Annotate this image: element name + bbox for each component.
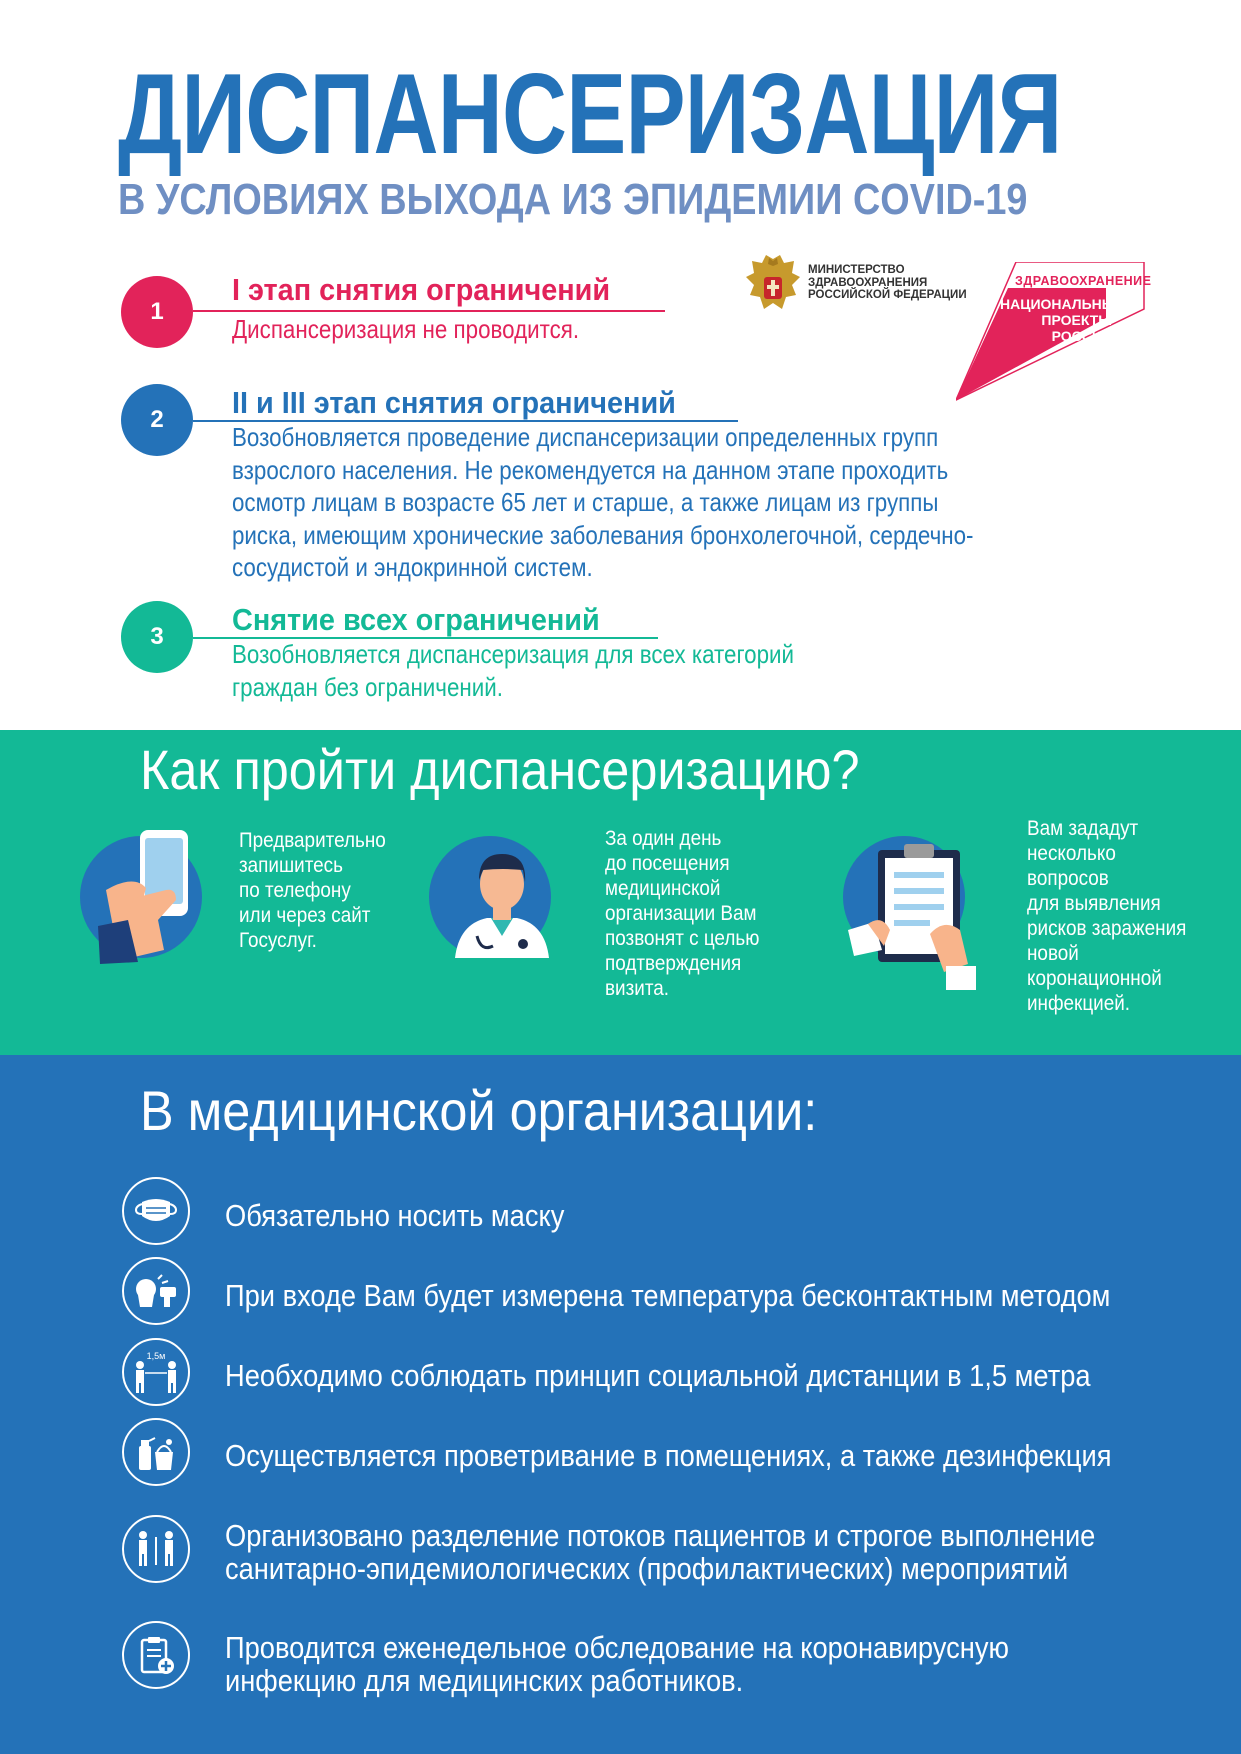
step-text-line: инфекцией. bbox=[1027, 992, 1131, 1015]
ministry-emblem-icon bbox=[744, 253, 802, 315]
step-text-line: Предварительно bbox=[239, 829, 386, 852]
rule-text-line: санитарно-эпидемиологических (профилактических) мероприятий bbox=[225, 1551, 1069, 1586]
step-3-text bbox=[1027, 816, 1186, 1016]
step-text-line: или через сайт bbox=[239, 904, 371, 927]
rule-1-text bbox=[225, 1199, 564, 1232]
rule-text-line: Обязательно носить маску bbox=[225, 1198, 565, 1233]
step-text-line: Вам зададут bbox=[1027, 817, 1139, 840]
page-title: ДИСПАНСЕРИЗАЦИЯ bbox=[118, 51, 1062, 178]
distance-label: 1,5м bbox=[146, 1351, 166, 1361]
stage-1-underline bbox=[193, 310, 665, 312]
step-text-line: организации Вам bbox=[605, 902, 757, 925]
stage-1-description bbox=[232, 313, 579, 346]
rule-text-line: Организовано разделение потоков пациентов и строгое выполнение bbox=[225, 1518, 1096, 1553]
doctor-icon bbox=[447, 840, 557, 958]
stage-2-number: 2 bbox=[121, 384, 193, 456]
ministry-line: РОССИЙСКОЙ ФЕДЕРАЦИИ bbox=[808, 289, 967, 301]
stage-2-description bbox=[232, 421, 1126, 584]
disinfection-icon bbox=[122, 1418, 190, 1486]
stage-1-title: I этап снятия ограничений bbox=[232, 272, 611, 307]
step-text-line: новой bbox=[1027, 942, 1079, 965]
step-text-line: визита. bbox=[605, 977, 670, 1000]
step-text-line: рисков заражения bbox=[1027, 917, 1187, 940]
step-text-line: для выявления bbox=[1027, 892, 1161, 915]
rule-5-text bbox=[225, 1519, 1095, 1585]
rule-text-line: Проводится еженедельное обследование на коронавирусную bbox=[225, 1630, 1009, 1665]
stage-text-line: риска, имеющим хронические заболевания бронхолегочной, сердечно- bbox=[232, 519, 974, 550]
rule-text-line: Осуществляется проветривание в помещениях, а также дезинфекция bbox=[225, 1438, 1112, 1473]
mask-icon bbox=[122, 1177, 190, 1245]
step-text-line: несколько bbox=[1027, 842, 1116, 865]
stage-3-title: Снятие всех ограничений bbox=[232, 602, 600, 637]
howto-title: Как пройти диспансеризацию? bbox=[140, 738, 860, 801]
ministry-line: ЗДРАВООХРАНЕНИЯ bbox=[808, 276, 928, 289]
ministry-name bbox=[808, 264, 967, 302]
np-line: НАЦИОНАЛЬНЫЕ bbox=[1000, 296, 1125, 312]
stage-text-line: сосудистой и эндокринной систем. bbox=[232, 552, 593, 582]
stage-text-line: взрослого населения. Не рекомендуется на данном этапе проходить bbox=[232, 454, 949, 485]
step-text-line: медицинской bbox=[605, 877, 721, 900]
stage-text-line: граждан без ограничений. bbox=[232, 671, 503, 702]
rule-3-text bbox=[225, 1359, 1091, 1392]
rule-text-line: При входе Вам будет измерена температура бесконтактным методом bbox=[225, 1278, 1111, 1313]
stage-text-line: Диспансеризация не проводится. bbox=[232, 314, 580, 344]
stage-2-title: II и III этап снятия ограничений bbox=[232, 385, 676, 420]
thermometer-icon bbox=[122, 1257, 190, 1325]
step-text-line: по телефону bbox=[239, 879, 351, 902]
stage-1-number: 1 bbox=[121, 276, 193, 348]
step-text-line: вопросов bbox=[1027, 867, 1109, 890]
stage-text-line: Возобновляется диспансеризация для всех категорий bbox=[232, 639, 795, 669]
clipboard-icon bbox=[848, 834, 988, 992]
stage-text-line: осмотр лицам в возрасте 65 лет и старше, а также лицам из группы bbox=[232, 487, 939, 517]
step-text-line: подтверждения bbox=[605, 952, 742, 975]
np-top-label: ЗДРАВООХРАНЕНИЕ bbox=[1015, 274, 1152, 288]
step-text-line: до посещения bbox=[605, 852, 730, 875]
stage-3-number: 3 bbox=[121, 601, 193, 673]
rule-6-text bbox=[225, 1631, 1009, 1697]
stage-text-line: Возобновляется проведение диспансеризации определенных групп bbox=[232, 422, 939, 452]
step-text-line: коронационной bbox=[1027, 967, 1162, 990]
rule-4-text bbox=[225, 1439, 1112, 1472]
step-text-line: запишитесь bbox=[239, 854, 343, 877]
rule-2-text bbox=[225, 1279, 1110, 1312]
rule-text-line: инфекцию для медицинских работников. bbox=[225, 1663, 744, 1698]
step-2-text bbox=[605, 826, 759, 1001]
rule-text-line: Необходимо соблюдать принцип социальной дистанции в 1,5 метра bbox=[225, 1358, 1091, 1393]
step-1-text bbox=[239, 828, 386, 953]
separation-icon bbox=[122, 1515, 190, 1583]
stage-3-description bbox=[232, 638, 794, 703]
phone-icon bbox=[94, 828, 218, 964]
medical-title: В медицинской организации: bbox=[140, 1079, 818, 1142]
ministry-line: МИНИСТЕРСТВО bbox=[808, 264, 905, 276]
np-line: РОССИИ bbox=[1051, 328, 1112, 344]
page-subtitle: В УСЛОВИЯХ ВЫХОДА ИЗ ЭПИДЕМИИ COVID-19 bbox=[118, 175, 1028, 224]
step-text-line: Госуслуг. bbox=[239, 929, 317, 952]
step-text-line: За один день bbox=[605, 827, 722, 850]
np-main-label bbox=[1000, 296, 1125, 344]
step-text-line: позвонят с целью bbox=[605, 927, 760, 950]
distance-icon bbox=[122, 1338, 190, 1406]
medical-test-icon bbox=[122, 1621, 190, 1689]
np-line: ПРОЕКТЫ bbox=[1041, 312, 1112, 328]
